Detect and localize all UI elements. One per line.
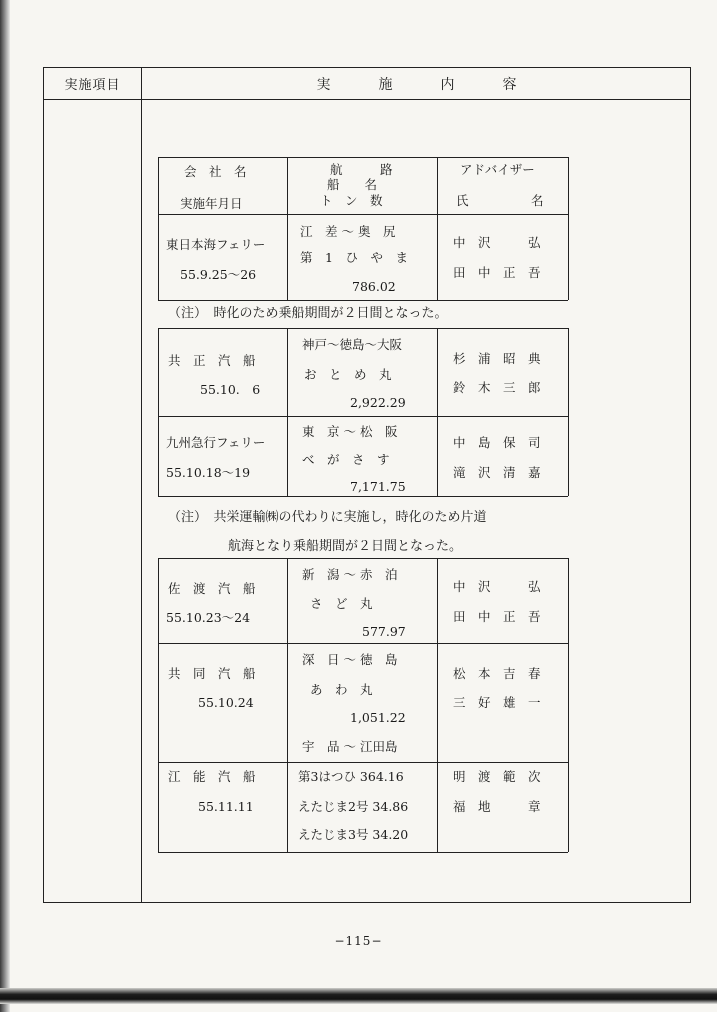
row6-date: 55.11.11	[198, 799, 254, 814]
row2-ship: お と め 丸	[304, 367, 392, 382]
note-2-line2: 航海となり乗船期間が２日間となった。	[228, 539, 463, 554]
row3-route: 東 京 〜 松 阪	[302, 424, 398, 439]
header-date: 実施年月日	[180, 196, 243, 211]
row1-bottom-border	[158, 300, 568, 301]
header-ship: 船 名	[327, 177, 378, 192]
row4-route: 新 潟 〜 赤 泊	[302, 567, 398, 582]
row3-date: 55.10.18〜19	[166, 465, 251, 480]
col1-divider-a	[287, 157, 288, 300]
row5-ship: あ わ 丸	[310, 682, 373, 697]
row2-advisor2: 鈴 木 三 郎	[453, 380, 541, 395]
row3-company: 九州急行フェリー	[166, 435, 266, 450]
row4-bottom-border	[158, 643, 568, 644]
note-1: （注） 時化のため乗船期間が２日間となった。	[168, 306, 448, 321]
inner-top-border	[158, 157, 568, 158]
page-bottom-edge	[0, 988, 717, 1004]
row6-ship1: 第3はつひ 364.16	[298, 769, 404, 784]
row1-company: 東日本海フェリー	[166, 237, 266, 252]
inner-left-border-a	[158, 157, 159, 300]
row4-company: 佐 渡 汽 船	[168, 581, 256, 596]
row1-date: 55.9.25〜26	[180, 267, 257, 282]
row6-ship3: えたじま3号 34.20	[298, 827, 409, 842]
header-route: 航 路	[330, 162, 393, 177]
row3-advisor2: 滝 沢 清 嘉	[453, 465, 541, 480]
col2-divider-b	[437, 328, 438, 496]
row6-company: 江 能 汽 船	[168, 769, 256, 784]
row2-tonnage: 2,922.29	[350, 395, 406, 410]
row6-advisor2: 福 地 章	[453, 799, 541, 814]
inner-left-border-b	[158, 328, 159, 496]
row6-ship2: えたじま2号 34.86	[298, 799, 409, 814]
col1-divider-b	[287, 328, 288, 496]
inner-bottom-border	[158, 852, 568, 853]
row4-ship: さ ど 丸	[310, 596, 373, 611]
row6-advisor1: 明 渡 範 次	[453, 769, 541, 784]
row1-ship: 第 1 ひ や ま	[300, 250, 408, 265]
row5-route: 深 日 〜 徳 島	[302, 652, 398, 667]
row4-advisor1: 中 沢 弘	[453, 579, 541, 594]
header-company: 会 社 名	[184, 164, 247, 179]
row5-route2: 宇 品 〜 江田島	[302, 739, 398, 754]
col2-divider-a	[437, 157, 438, 300]
row3-tonnage: 7,171.75	[350, 479, 406, 494]
row1-advisor2: 田 中 正 吾	[453, 265, 541, 280]
inner-left-border-c	[158, 558, 159, 852]
header-name: 氏 名	[456, 193, 544, 208]
header-item-label: 実施項目	[64, 78, 121, 93]
row3-advisor1: 中 島 保 司	[453, 435, 541, 450]
row1-advisor1: 中 沢 弘	[453, 235, 541, 250]
row4-date: 55.10.23〜24	[166, 610, 251, 625]
header-content-label: 実施内容	[316, 76, 565, 93]
header-tonnage: ト ン 数	[320, 193, 383, 208]
row2-company: 共 正 汽 船	[168, 353, 256, 368]
column-divider	[141, 68, 142, 902]
row5-advisor1: 松 本 吉 春	[453, 666, 541, 681]
inner-right-border-b	[568, 328, 569, 496]
row5-company: 共 同 汽 船	[168, 666, 256, 681]
row5-date: 55.10.24	[198, 695, 254, 710]
row4-top-border	[158, 558, 568, 559]
row2-advisor1: 杉 浦 昭 典	[453, 351, 541, 366]
row2-date: 55.10. 6	[200, 382, 261, 397]
row1-route: 江 差 〜 奥 尻	[300, 224, 396, 239]
row2-route: 神戸〜徳島〜大阪	[302, 337, 403, 352]
header-advisor: アドバイザー	[460, 162, 535, 177]
row4-advisor2: 田 中 正 吾	[453, 609, 541, 624]
row2-bottom-border	[158, 416, 568, 417]
row5-tonnage: 1,051.22	[350, 710, 406, 725]
row5-advisor2: 三 好 雄 一	[453, 695, 541, 710]
row2-top-border	[158, 328, 568, 329]
row4-tonnage: 577.97	[362, 624, 406, 639]
row3-ship: べ が さ す	[302, 452, 390, 467]
row1-tonnage: 786.02	[352, 279, 396, 294]
col1-divider-c	[287, 558, 288, 852]
inner-right-border-c	[568, 558, 569, 852]
page-binding-edge	[0, 0, 10, 1012]
row5-bottom-border	[158, 762, 568, 763]
note-2-line1: （注） 共栄運輸㈱の代わりに実施し，時化のため片道	[168, 510, 487, 525]
inner-header-border	[158, 214, 568, 215]
col2-divider-c	[437, 558, 438, 852]
page-number: −115−	[334, 934, 383, 948]
inner-right-border-a	[568, 157, 569, 300]
row3-bottom-border	[158, 496, 568, 497]
